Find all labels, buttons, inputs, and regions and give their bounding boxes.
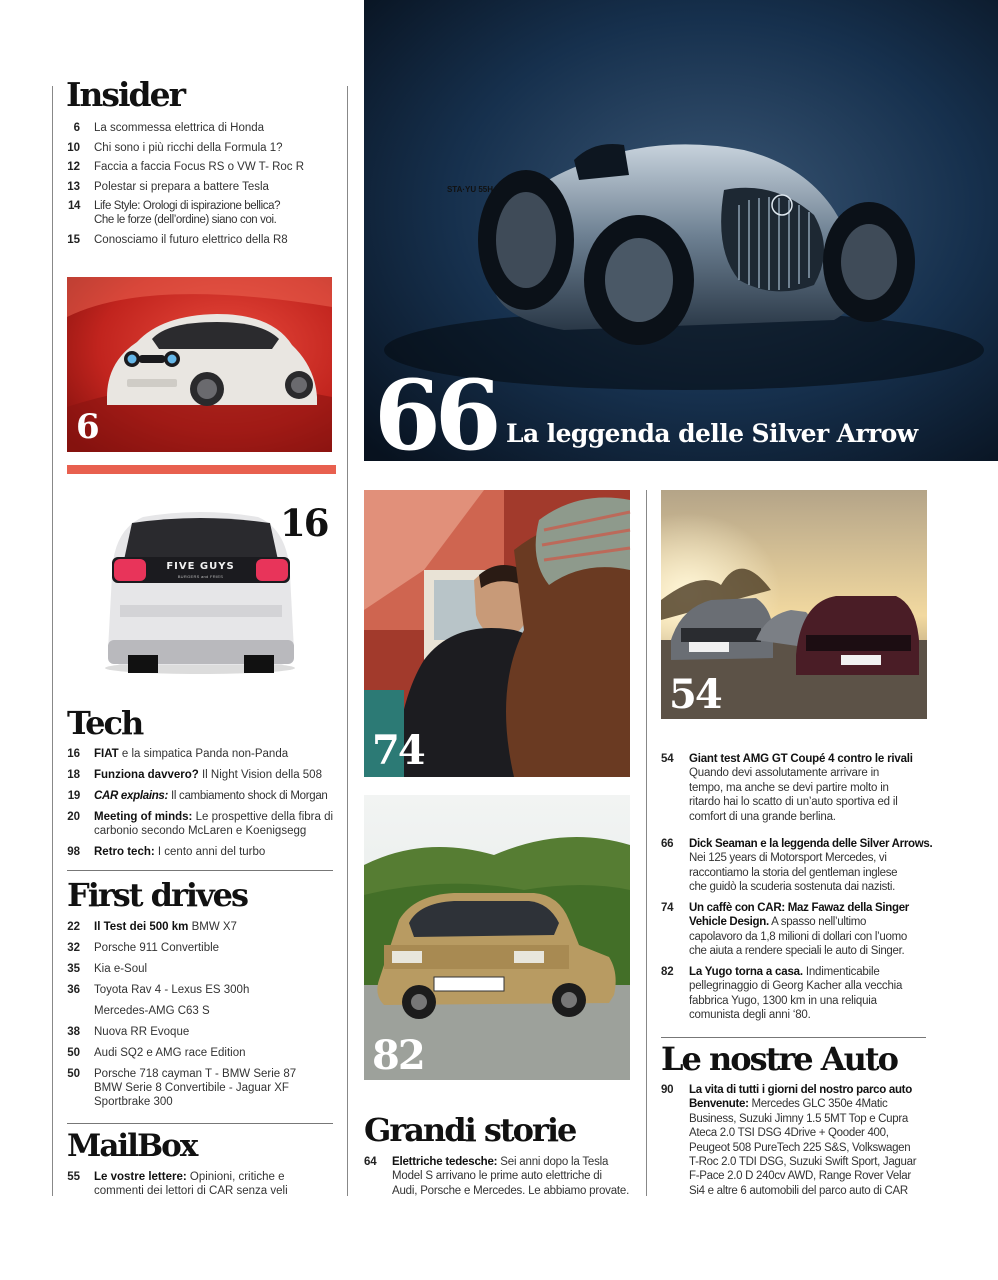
nostre-auto-title: Le nostre Auto — [661, 1040, 897, 1078]
plate-text: FIVE GUYS — [166, 561, 235, 572]
insider-title: Insider — [66, 75, 184, 114]
racers-interview-photo[interactable] — [364, 490, 630, 777]
divider — [661, 1037, 926, 1038]
first-drives-title: First drives — [67, 876, 248, 914]
photo-page-number: 82 — [372, 1032, 424, 1079]
photo-page-number: 16 — [280, 501, 328, 545]
mailbox-item[interactable]: 55 Le vostre lettere: Opinioni, critiche e commenti dei lettori di CAR senza veli — [67, 1171, 288, 1197]
tech-item[interactable]: 18 Funziona davvero? Il Night Vision della 508 — [67, 769, 322, 781]
story-item[interactable]: 66 Dick Seaman e la leggenda delle Silver Arrows. Nei 125 years di Motorsport Mercedes, vi raccontiamo la storia del gentleman inglese che guidò la scuderia sostenuta dai nazisti. — [661, 838, 933, 894]
insider-list — [52, 121, 342, 247]
insider-item[interactable]: 14 Life Style: Orologi di ispirazione bellica? Che le forze (dell’ordine) siano con voi. — [68, 200, 281, 226]
divider — [67, 1123, 333, 1124]
divider — [67, 870, 333, 871]
first-drives-item[interactable]: 50 Audi SQ2 e AMG race Edition — [67, 1047, 246, 1059]
honda-e-red-photo[interactable] — [67, 277, 332, 452]
first-drives-item[interactable]: 32 Porsche 911 Convertible — [67, 942, 220, 954]
story-item[interactable]: 82 La Yugo torna a casa. Indimenticabile pellegrinaggio di Georg Kacher alla vecchia fabbrica Yugo, 1300 km in una reliquia comunista degli anni ‘80. — [661, 966, 903, 1022]
hero-page-number: 66 — [374, 359, 496, 472]
insider-item[interactable]: 12 Faccia a faccia Focus RS o VW T- Roc R — [67, 161, 305, 173]
photo-page-number: 74 — [372, 727, 424, 774]
insider-item[interactable]: 10 Chi sono i più ricchi della Formula 1? — [67, 141, 283, 154]
tech-item[interactable]: 19 CAR explains: Il cambiamento shock di Morgan — [67, 790, 328, 802]
first-drives-item[interactable]: Mercedes-AMG C63 S — [94, 1005, 210, 1017]
photo-page-number: 54 — [669, 671, 721, 718]
first-drives-item[interactable]: 38 Nuova RR Evoque — [67, 1026, 190, 1038]
photo-page-number: 6 — [76, 407, 98, 447]
insider-item[interactable]: 6 La scommessa elettrica di Honda — [73, 122, 265, 134]
plate-subtext: BURGERS and FRIES — [177, 574, 224, 579]
insider-item[interactable]: 13 Polestar si prepara a battere Tesla — [67, 180, 269, 193]
mailbox-title: MailBox — [67, 1128, 197, 1164]
first-drives-item[interactable]: 50 Porsche 718 cayman T - BMW Serie 87 BMW Serie 8 Convertibile - Jaguar XF Sportbrake 300 — [67, 1068, 297, 1108]
tech-item[interactable]: 20 Meeting of minds: Le prospettive della fibra di carbonio secondo McLaren e Koenigsegg — [67, 811, 334, 837]
mailbox-list — [52, 1170, 342, 1198]
first-drives-item[interactable]: 36 Toyota Rav 4 - Lexus ES 300h — [67, 984, 250, 996]
tech-list — [52, 747, 342, 859]
first-drives-item[interactable]: 22 Il Test dei 500 km BMW X7 — [67, 921, 237, 933]
plate-text: STA·YU 55H — [446, 185, 494, 194]
hero-caption: La leggenda delle Silver Arrow — [506, 419, 918, 448]
grandi-storie-title: Grandi storie — [364, 1111, 576, 1149]
first-drives-item[interactable]: 35 Kia e-Soul — [67, 963, 148, 975]
hero-silver-arrow-photo[interactable] — [364, 0, 998, 472]
story-item[interactable]: 74 Un caffè con CAR: Maz Fawaz della Singer Vehicle Design. A spasso nell’ultimo capolavoro da 1,8 milioni di dollari con l’uomo che aiuta a rendere speciali le auto di Singer. — [661, 902, 909, 958]
first-drives-list — [52, 920, 342, 1109]
honda-e-rear-photo[interactable] — [98, 505, 303, 675]
middle-column-rule — [347, 86, 348, 1196]
grandi-storie-item[interactable]: 64 Elettriche tedesche: Sei anni dopo la Tesla Model S arrivano le prime auto elettriche di Audi, Porsche e Mercedes. Le abbiamo provate. — [364, 1156, 630, 1197]
tech-item[interactable]: 16 FIAT e la simpatica Panda non-Panda — [67, 748, 289, 760]
story-item[interactable]: 54 Giant test AMG GT Coupé 4 contro le rivali Quando devi assolutamente arrivare in tempo, ma anche se devi partire molto in ritardo hai lo scatto di un’auto sportiva ed il comfort di una grande berlina. — [661, 753, 913, 823]
nostre-auto-item[interactable]: 90 La vita di tutti i giorni del nostro parco auto Benvenute: Mercedes GLC 350e 4Matic Business, Suzuki Jimny 1.5 5MT Top e Cupra Ateca 2.0 TSI DSG 4Drive + Qooder 400, Peugeot 508 PureTech 225 S&S, Volkswagen T-Roc 2.0 TDI DSG, Suzuki Swift Sport, Jaguar F-Pace 2.0 D 240cv AWD, Range Rover Velar Si4 e altre 6 automobili del parco auto di CAR — [661, 1084, 917, 1197]
tech-title: Tech — [67, 704, 143, 742]
giant-test-photo[interactable] — [661, 490, 927, 719]
insider-item[interactable]: 15 Conosciamo il futuro elettrico della R8 — [67, 233, 288, 246]
coral-accent-bar — [67, 465, 336, 474]
right-column-rule — [646, 490, 647, 1196]
tech-item[interactable]: 98 Retro tech: I cento anni del turbo — [67, 846, 266, 858]
